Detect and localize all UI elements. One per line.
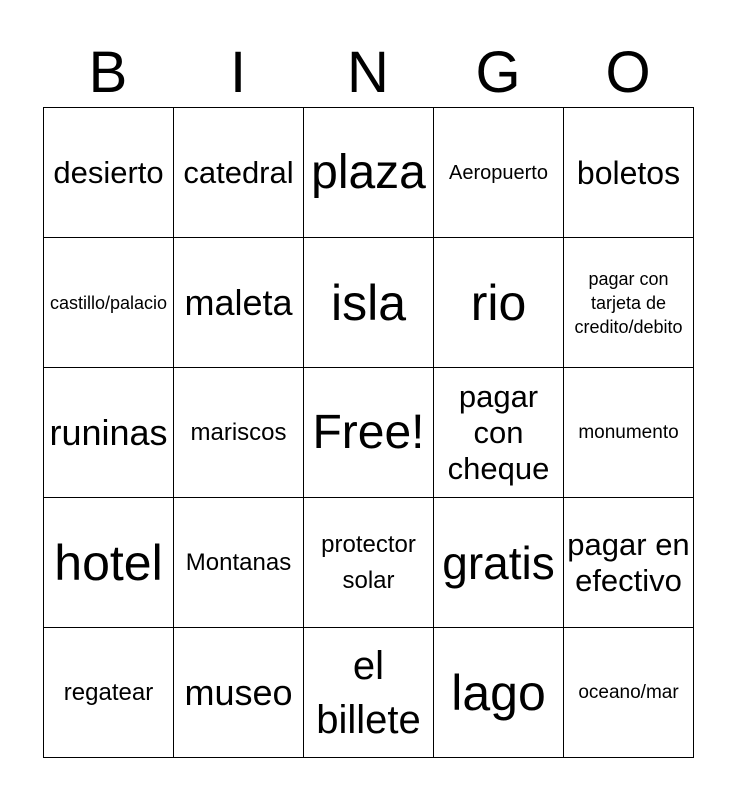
cell-text: castillo/palacio xyxy=(49,292,168,313)
bingo-cell[interactable] xyxy=(44,108,174,238)
header-letter-b: B xyxy=(88,40,128,105)
bingo-cell[interactable] xyxy=(434,498,564,628)
cell-text: pagar con cheque xyxy=(447,378,550,486)
cell-text: pagar en efectivo xyxy=(567,526,690,598)
cell-text: Montanas xyxy=(185,548,292,576)
header-letter-o: O xyxy=(605,40,651,105)
cell-text: runinas xyxy=(49,411,168,453)
bingo-cell[interactable] xyxy=(564,108,694,238)
cell-text: monumento xyxy=(578,421,679,443)
bingo-cell[interactable] xyxy=(174,628,304,758)
bingo-cell[interactable] xyxy=(44,628,174,758)
cell-text: lago xyxy=(451,664,546,721)
bingo-cell[interactable] xyxy=(434,628,564,758)
cell-text: oceano/mar xyxy=(578,681,679,703)
bingo-cell[interactable] xyxy=(304,628,434,758)
bingo-cell[interactable] xyxy=(174,238,304,368)
header-letter-i: I xyxy=(229,40,247,105)
cell-text: desierto xyxy=(53,154,164,190)
bingo-cell[interactable] xyxy=(434,368,564,498)
bingo-header xyxy=(43,40,693,106)
cell-text: catedral xyxy=(183,154,294,190)
cell-text: protector solar xyxy=(321,530,416,594)
bingo-cell[interactable] xyxy=(564,498,694,628)
bingo-cell[interactable] xyxy=(304,498,434,628)
bingo-cell[interactable] xyxy=(304,238,434,368)
cell-text: plaza xyxy=(311,145,426,199)
header-letter-g: G xyxy=(475,40,521,105)
bingo-cell[interactable] xyxy=(304,108,434,238)
cell-text: maleta xyxy=(184,281,293,323)
cell-text: el billete xyxy=(316,643,421,742)
header-letter-n: N xyxy=(347,40,389,105)
cell-text: isla xyxy=(330,274,407,331)
bingo-cell[interactable] xyxy=(174,108,304,238)
cell-text: hotel xyxy=(54,534,163,591)
bingo-cell[interactable] xyxy=(174,498,304,628)
bingo-cell[interactable] xyxy=(44,368,174,498)
bingo-cell[interactable] xyxy=(434,108,564,238)
bingo-cell[interactable] xyxy=(174,368,304,498)
cell-text: gratis xyxy=(442,536,555,589)
bingo-cell[interactable] xyxy=(434,238,564,368)
cell-text: regatear xyxy=(63,678,154,706)
cell-text: pagar con tarjeta de credito/debito xyxy=(574,268,683,337)
cell-text: mariscos xyxy=(190,418,287,446)
bingo-cell[interactable] xyxy=(564,238,694,368)
bingo-cell[interactable] xyxy=(44,238,174,368)
bingo-cell[interactable] xyxy=(304,368,434,498)
bingo-cell[interactable] xyxy=(44,498,174,628)
cell-text: boletos xyxy=(576,154,681,191)
cell-text: rio xyxy=(470,274,527,331)
cell-text: Free! xyxy=(312,405,425,459)
cell-text: Aeropuerto xyxy=(449,161,548,184)
bingo-cell[interactable] xyxy=(564,368,694,498)
cell-text: museo xyxy=(184,671,293,713)
bingo-card xyxy=(43,107,694,758)
bingo-cell[interactable] xyxy=(564,628,694,758)
